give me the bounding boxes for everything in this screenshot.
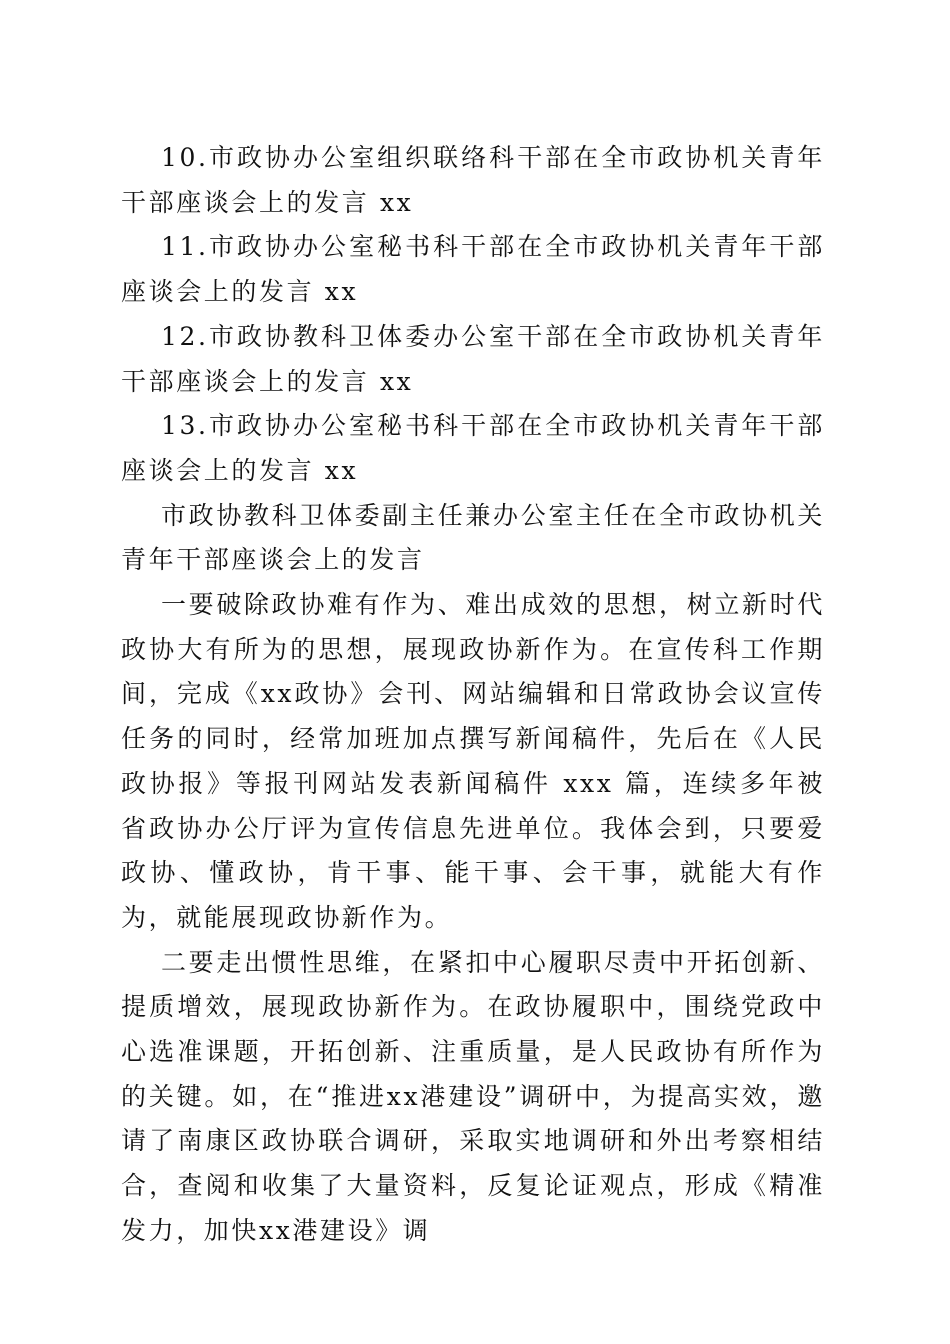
list-item-10: 10.市政协办公室组织联络科干部在全市政协机关青年干部座谈会上的发言 xx xyxy=(121,143,825,217)
document-body xyxy=(121,136,825,1254)
body-paragraph-1: 一要破除政协难有作为、难出成效的思想，树立新时代政协大有所为的思想，展现政协新作为。在宣传科工作期间，完成《xx政协》会刊、网站编辑和日常政协会议宣传任务的同时，经常加班加点撰写新闻稿件，先后在《人民政协报》等报刊网站发表新闻稿件 xxx 篇，连续多年被省政协办公厅评为宣传信息先进单位。我体会到，只要爱政协、懂政协，肯干事、能干事、会干事，就能大有作为，就能展现政协新作为。 xyxy=(121,590,825,932)
list-item-11: 11.市政协办公室秘书科干部在全市政协机关青年干部座谈会上的发言 xx xyxy=(121,232,825,307)
list-item-12: 12.市政协教科卫体委办公室干部在全市政协机关青年干部座谈会上的发言 xx xyxy=(121,321,825,396)
list-item-13: 13.市政协办公室秘书科干部在全市政协机关青年干部座谈会上的发言 xx xyxy=(121,411,825,485)
speech-title: 市政协教科卫体委副主任兼办公室主任在全市政协机关青年干部座谈会上的发言 xyxy=(121,500,825,575)
body-paragraph-2: 二要走出惯性思维，在紧扣中心履职尽责中开拓创新、提质增效，展现政协新作为。在政协履职中，围绕党政中心选准课题，开拓创新、注重质量，是人民政协有所作为的关键。如，在“推进xx港建设”调研中，为提高实效，邀请了南康区政协联合调研，采取实地调研和外出考察相结合，查阅和收集了大量资料，反复论证观点，形成《精准发力，加快xx港建设》调 xyxy=(121,947,825,1245)
